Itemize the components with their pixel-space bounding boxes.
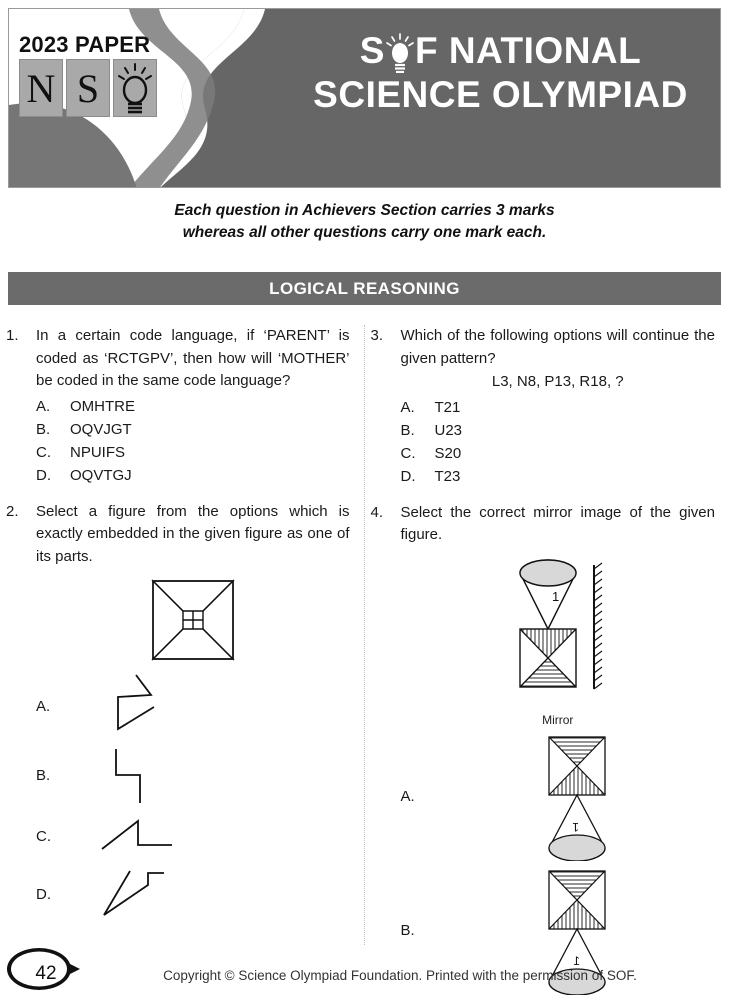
copyright-text: Copyright © Science Olympiad Foundation. Printed with the permission of SOF.	[163, 968, 637, 983]
option-key: A.	[36, 397, 51, 415]
section-header-logical-reasoning: LOGICAL REASONING	[8, 272, 721, 305]
question-1-options	[36, 395, 350, 488]
bulb-o-icon	[385, 33, 415, 73]
question-2-text: Select a figure from the options which is exactly embedded in the given figure as one of its parts.	[36, 502, 350, 565]
banner-title-line1-prefix: S	[359, 30, 385, 71]
banner-title-line1-suffix: F NATIONAL	[414, 30, 642, 71]
page-number: 42	[35, 963, 57, 984]
question-2-option-a[interactable]	[36, 673, 350, 739]
option-key: B.	[400, 421, 415, 439]
question-4-option-a[interactable]	[401, 733, 716, 861]
option-value: U23	[434, 421, 463, 439]
question-3-pattern: L3, N8, P13, R18, ?	[491, 373, 624, 390]
cone-square-mirror-figure	[498, 557, 618, 707]
arrow-shape-d-icon	[96, 867, 176, 921]
marks-instruction	[8, 200, 721, 245]
step-shape-b-icon	[96, 745, 176, 805]
option-key: B.	[400, 922, 415, 939]
header-banner	[8, 8, 721, 188]
question-3	[371, 325, 716, 489]
option-key: D.	[36, 885, 51, 903]
logo-tiles	[19, 59, 159, 117]
question-1	[6, 325, 350, 488]
option-value: S20	[434, 445, 462, 462]
question-1-option-c[interactable]	[36, 441, 350, 464]
question-3-option-d[interactable]	[401, 465, 716, 488]
marks-instruction-line2: whereas all other questions carry one mark each.	[182, 224, 547, 242]
logo-year-label: 2023 PAPER	[19, 32, 151, 57]
question-2-figure	[36, 578, 350, 667]
option-a-shape	[74, 673, 350, 739]
option-key: D.	[400, 468, 416, 486]
embedded-square-star-figure	[150, 578, 236, 662]
question-4-figure	[401, 557, 716, 727]
square-cone-shape-a-icon	[537, 733, 617, 861]
banner-title-line2: SCIENCE OLYMPIAD	[313, 73, 688, 115]
option-key: A.	[400, 788, 415, 805]
question-2-number: 2.	[6, 502, 19, 520]
logo-tile-s: S	[66, 59, 110, 117]
logo-tile-n: N	[19, 59, 63, 117]
option-value: T21	[434, 398, 461, 416]
question-3-options	[401, 396, 716, 489]
question-2-option-d[interactable]	[36, 867, 350, 921]
banner-title-line1	[279, 29, 721, 73]
option-value: NPUIFS	[70, 444, 126, 461]
option-value: OMHTRE	[70, 397, 135, 415]
logo-tile-bulb-icon	[113, 59, 157, 117]
option-b-digit-label: 1	[573, 953, 580, 968]
option-c-shape	[74, 811, 350, 861]
page-footer	[0, 946, 729, 992]
option-key: A.	[36, 697, 51, 715]
option-value: OQVTGJ	[70, 467, 132, 485]
option-key: C.	[36, 444, 51, 461]
question-4-text: Select the correct mirror image of the given figure.	[400, 503, 715, 543]
option-a-mirror-shape	[439, 733, 716, 861]
question-3-option-b[interactable]	[401, 419, 716, 442]
question-1-option-a[interactable]	[36, 395, 350, 418]
banner-title	[279, 29, 721, 116]
column-right	[365, 325, 729, 968]
question-3-text: Which of the following options will continue the given pattern?	[400, 327, 715, 367]
bulb-icon	[115, 61, 155, 115]
option-d-shape	[74, 867, 350, 921]
peak-shape-c-icon	[96, 811, 176, 861]
question-2	[6, 501, 350, 928]
bulb-glyph-icon	[385, 33, 415, 73]
zigzag-shape-a-icon	[96, 673, 176, 739]
question-columns	[0, 325, 729, 968]
question-3-option-c[interactable]	[401, 442, 716, 465]
question-1-option-d[interactable]	[36, 464, 350, 487]
question-1-text: In a certain code language, if ‘PARENT’ is coded as ‘RCTGPV’, then how will ‘MOTHER’ be coded in the same code language?	[36, 327, 350, 389]
marks-instruction-line1: Each question in Achievers Section carries 3 marks	[174, 202, 555, 219]
question-1-option-b[interactable]	[36, 418, 350, 441]
option-a-digit-label: 1	[572, 819, 579, 834]
option-value: T23	[434, 468, 461, 486]
question-3-option-a[interactable]	[401, 396, 716, 419]
question-2-option-b[interactable]	[36, 745, 350, 805]
option-key: B.	[36, 766, 51, 784]
option-key: D.	[36, 467, 51, 485]
question-4	[371, 502, 716, 1000]
column-left	[0, 325, 365, 945]
option-value: OQVJGT	[70, 420, 132, 438]
option-key: C.	[36, 827, 51, 845]
option-b-shape	[74, 745, 350, 805]
option-key: B.	[36, 420, 51, 438]
figure-digit-label: 1	[551, 588, 559, 604]
option-key: C.	[400, 445, 416, 462]
nso-logo	[19, 33, 159, 117]
question-4-number: 4.	[370, 503, 384, 521]
mirror-label: Mirror	[542, 712, 574, 727]
question-3-number: 3.	[370, 327, 384, 344]
question-1-number: 1.	[6, 327, 19, 344]
question-2-option-c[interactable]	[36, 811, 350, 861]
option-key: A.	[400, 398, 415, 416]
